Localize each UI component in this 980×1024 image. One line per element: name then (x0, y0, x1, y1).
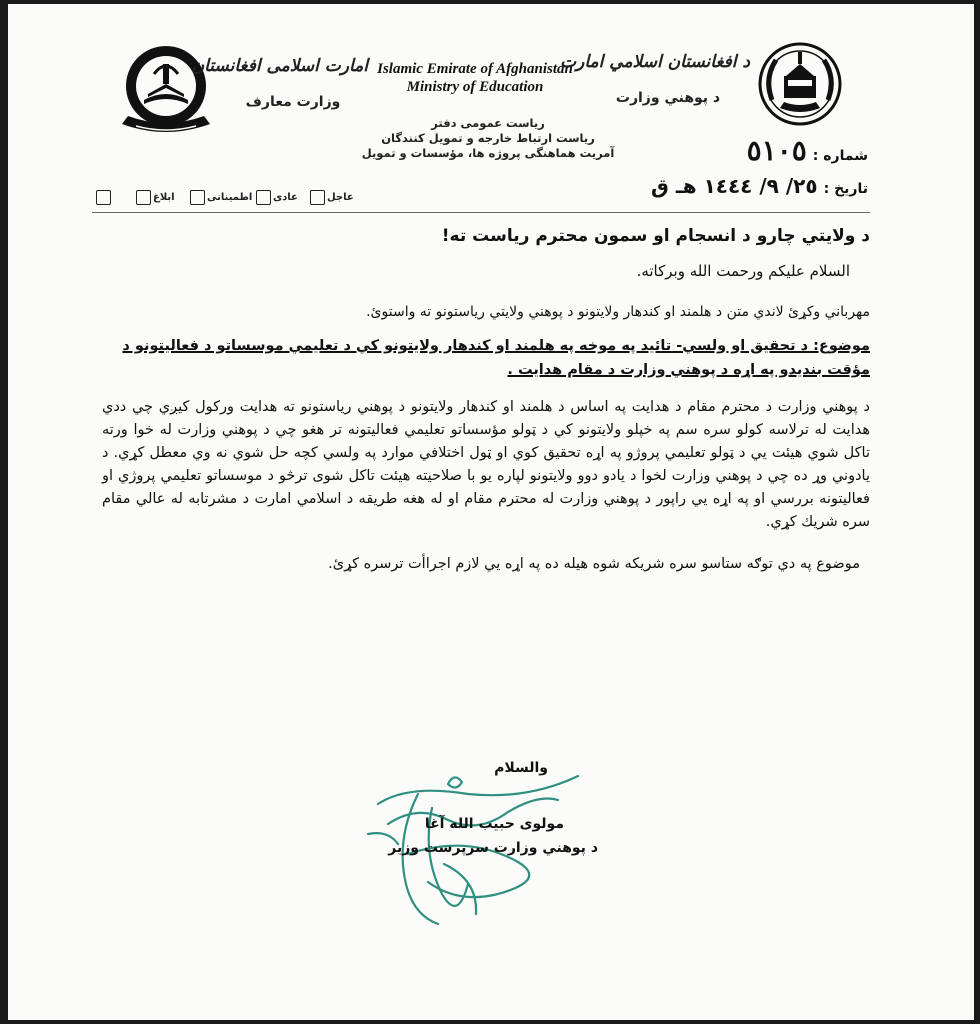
letter-date (638, 174, 868, 198)
dept-line-3: آمریت هماهنگی پروژه ها، مؤسسات و تمویل (361, 146, 615, 160)
recipient-line: د ولايتي چارو د انسجام او سمون محترم رياست ته! (441, 226, 870, 246)
signatory-title: د پوهني وزارت سرپرست وزير (388, 840, 598, 856)
english-ministry-name: Ministry of Education (406, 79, 544, 95)
date-value: ٢٥/ ٩/ ١٤٤٤ هـ ق (651, 174, 818, 198)
letter-number (708, 134, 868, 167)
english-emirate-name: Islamic Emirate of Afghanistan (377, 61, 573, 77)
checkbox-urgent-box (310, 190, 325, 205)
subject-line (92, 334, 870, 382)
dept-line-2: ریاست ارتباط خارجه و تمویل کنندگان (381, 131, 595, 145)
checkbox-notify-box (136, 190, 151, 205)
checkbox-assurance (190, 190, 252, 205)
number-label: شماره : (812, 148, 868, 164)
checkbox-extra (96, 190, 111, 205)
closing-line: موضوع په دي توګه ستاسو سره شريكه شوه هيله ده په اړه يي لازم اجراأت ترسره كړئ. (328, 556, 860, 572)
left-ministry-name: وزارت معارف (245, 94, 341, 110)
checkbox-normal-label: عادی (273, 192, 298, 203)
subject-text: موضوع: د تحقيق او ولسي- تائيد په موخه په هلمند او كندهار ولايتونو كي د تعليمي موسساتو د فعاليتونو د مؤقت بنديدو په اړه د پوهني وزارت د مقام هدايت . (122, 338, 870, 378)
checkbox-notify (136, 190, 175, 205)
islamic-emirate-emblem-icon (750, 38, 850, 130)
checkbox-normal-box (256, 190, 271, 205)
checkbox-assurance-box (190, 190, 205, 205)
number-value: ٥١٠٥ (746, 134, 807, 167)
date-label: تاریخ : (823, 181, 868, 197)
dept-line-1: ریاست عمومی دفتر (431, 116, 545, 130)
signature-block (338, 816, 598, 856)
checkbox-extra-box (96, 190, 111, 205)
request-line: مهرباني وكړئ لاندي متن د هلمند او كندهار ولايتونو د پوهني ولايتي رياستونو ته واستوئ. (366, 304, 870, 320)
checkbox-assurance-label: اطمینانی (207, 192, 253, 203)
left-calligraphy: امارت اسلامی افغانستان (191, 56, 368, 76)
greeting-line: السلام عليكم ورحمت الله وبركاته. (636, 262, 850, 280)
body-paragraph: د پوهني وزارت د محترم مقام د هدايت په اساس د هلمند او كندهار ولايتونو د پوهني رياستونو ته هدايت وركول كيږي چي ددي هدايت له ترلاسه كولو سره سم په خپلو ولايتونو كي د ټولو مؤسساتو تعليمي فعاليتونه تر هغو چي د پوهني وزارت له خوا ورته تاكل شوي هيئت يي د ټولو تعليمي پروژو په اړه تحقيق كوي او ټول اختلافي موارد په ولسي كچه حل شوي نه وي معطل كړي. د يادوني وړ ده چي د پوهني وزارت لخوا د يادو دوو ولايتونو لپاره يو با صلاحيته هيئت تاكل شوى ترڅو د موسساتو تعليمي پروژي او فعاليتونه بررسي او په اړه يي راپور د پوهني وزارت له محترم مقام او له هغه طريقه د اسلامي امارت د مشرتابه له عالي مقام سره شريك كړي. (102, 399, 870, 530)
right-ministry-name: د پوهني وزارت (615, 90, 721, 106)
signatory-name: مولوی حبیب الله آغا (424, 816, 564, 832)
checkbox-urgent (310, 190, 354, 205)
checkbox-normal (256, 190, 298, 205)
header-divider (92, 212, 870, 213)
checkbox-urgent-label: عاجل (327, 192, 354, 203)
checkbox-notify-label: ابلاغ (153, 192, 175, 203)
letter-page (8, 4, 974, 1020)
salutation: والسلام (494, 760, 548, 776)
right-calligraphy: د افغانستان اسلامي امارت (560, 52, 750, 72)
